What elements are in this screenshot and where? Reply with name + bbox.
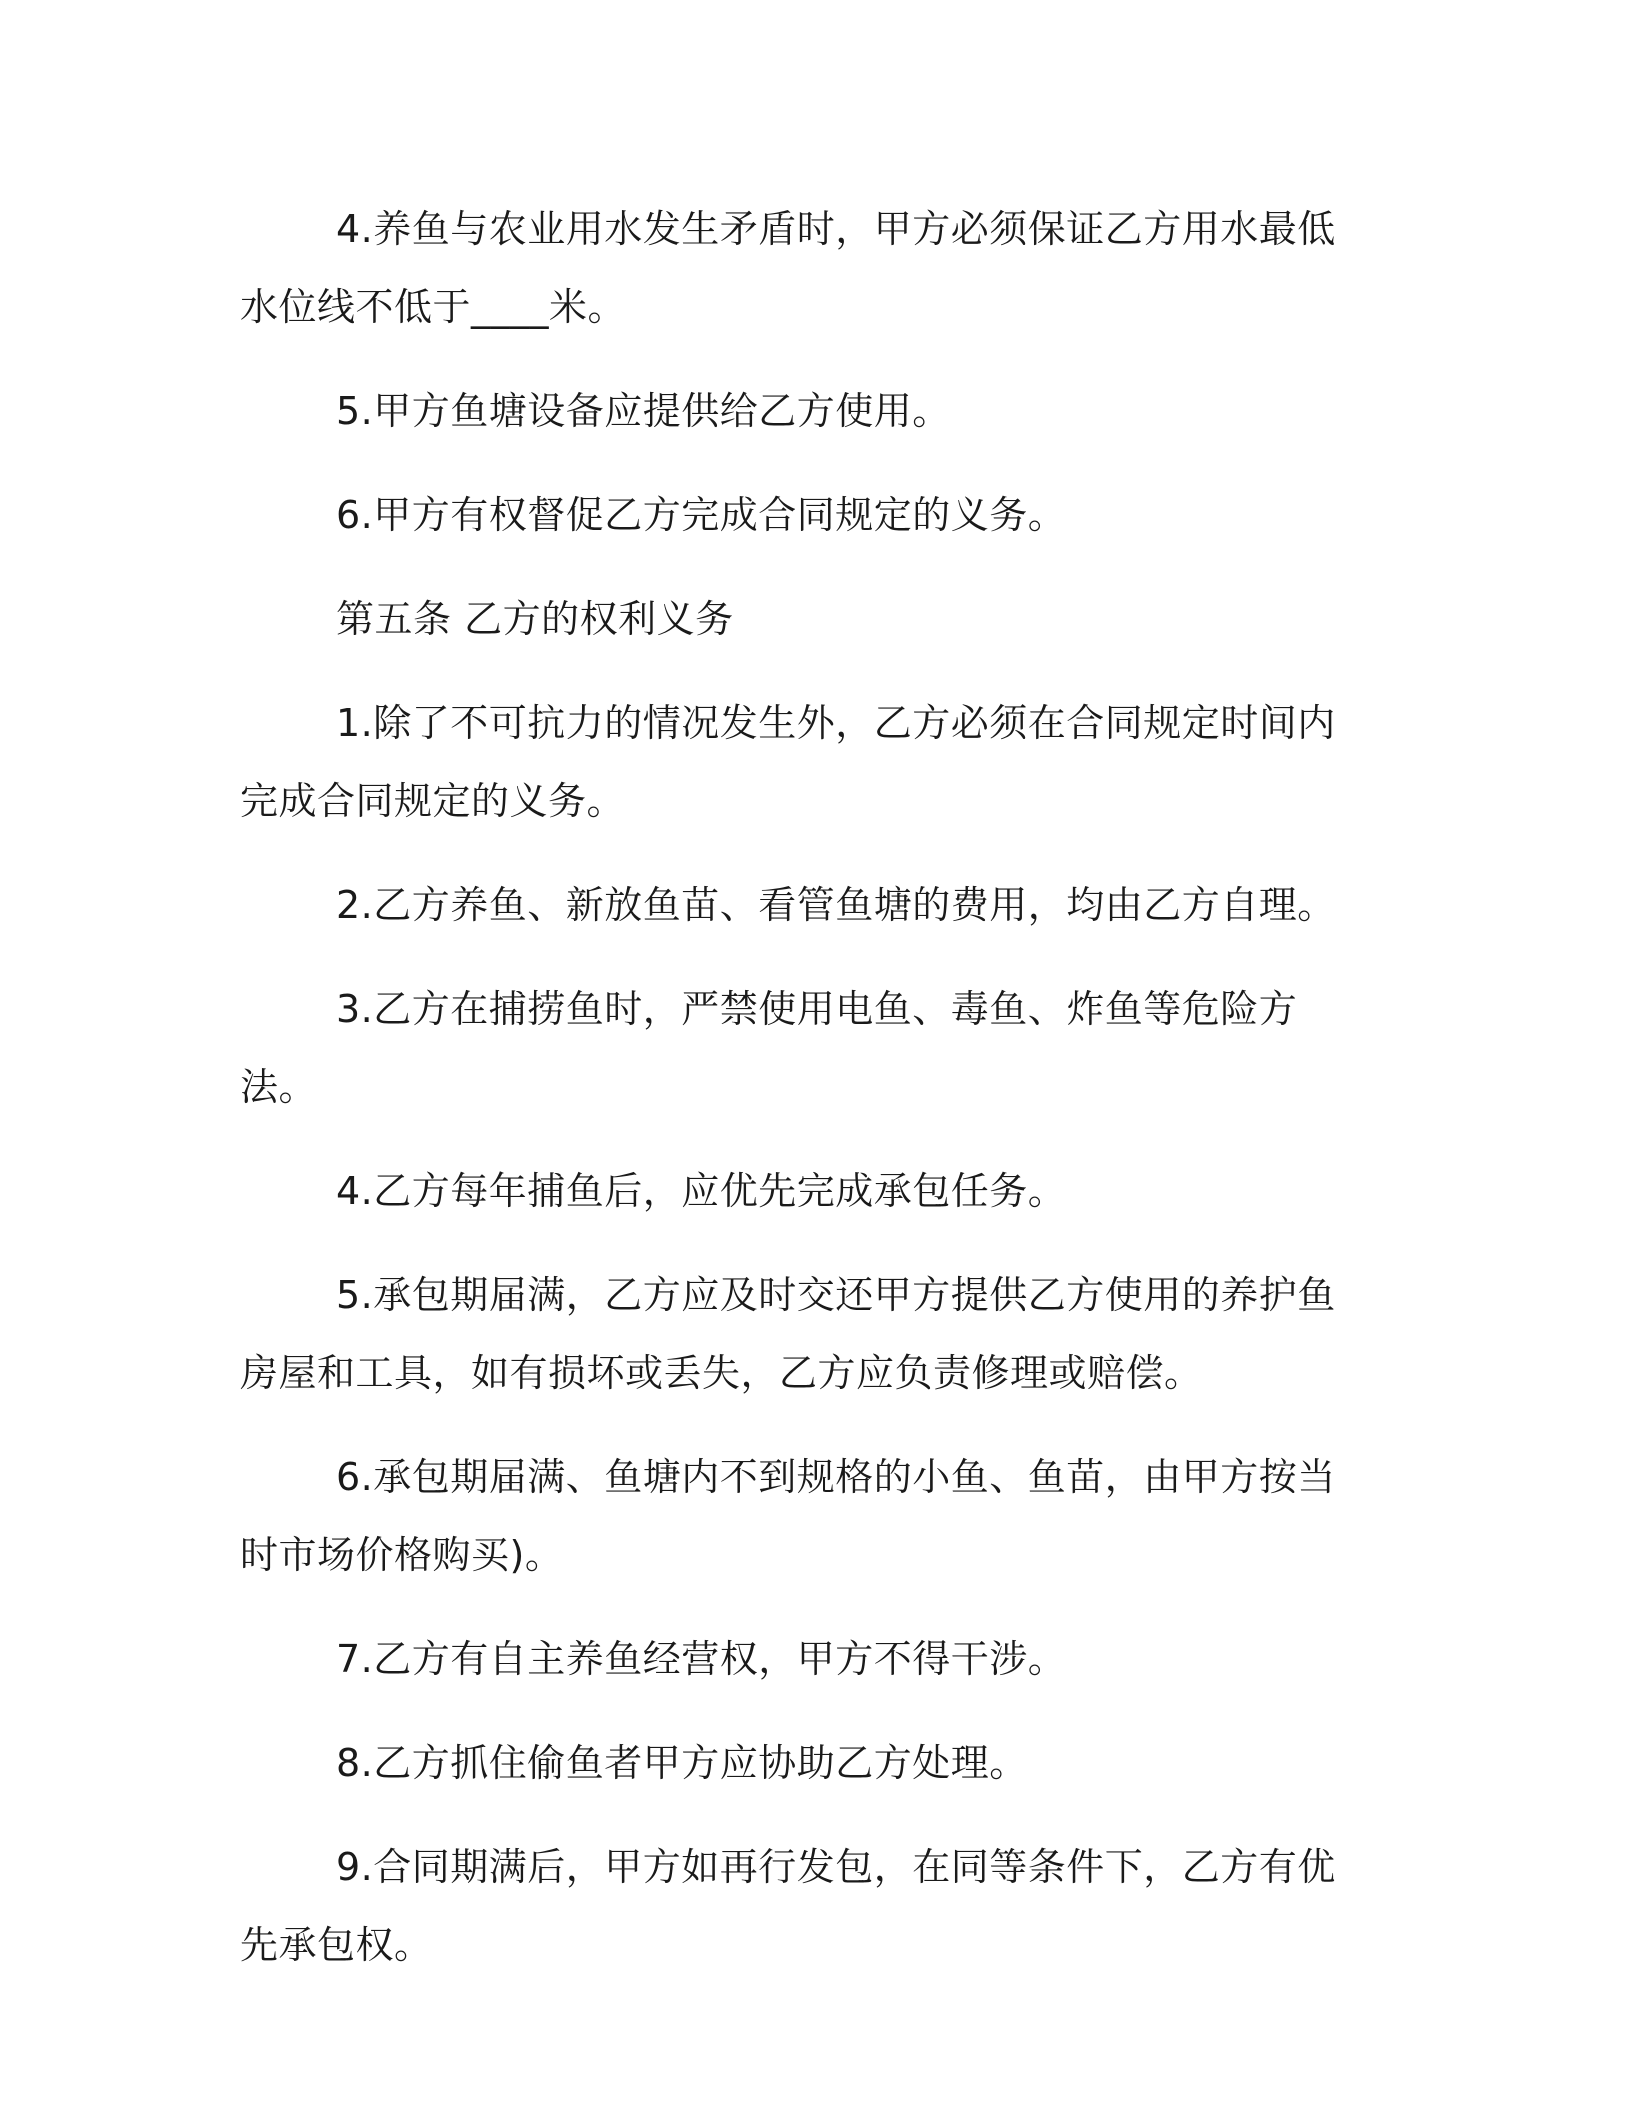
clause-paragraph: 5.甲方鱼塘设备应提供给乙方使用。 [336,389,951,433]
clause-paragraph: 4.乙方每年捕鱼后，应优先完成承包任务。 [336,1169,1067,1213]
clause-paragraph: 6.承包期届满、鱼塘内不到规格的小鱼、鱼苗，由甲方按当时市场价格购买)。 [240,1455,1336,1577]
document-page [240,190,1370,2010]
clause-paragraph: 2.乙方养鱼、新放鱼苗、看管鱼塘的费用，均由乙方自理。 [336,883,1336,927]
clause-paragraph: 6.甲方有权督促乙方完成合同规定的义务。 [336,493,1067,537]
section-heading: 第五条 乙方的权利义务 [336,597,734,641]
clause-paragraph: 5.承包期届满，乙方应及时交还甲方提供乙方使用的养护鱼房屋和工具，如有损坏或丢失，乙方应负责修理或赔偿。 [240,1273,1336,1395]
clause-paragraph: 8.乙方抓住偷鱼者甲方应协助乙方处理。 [336,1741,1028,1785]
clause-paragraph: 4.养鱼与农业用水发生矛盾时，甲方必须保证乙方用水最低水位线不低于____米。 [240,207,1336,329]
clause-paragraph: 1.除了不可抗力的情况发生外，乙方必须在合同规定时间内完成合同规定的义务。 [240,701,1336,823]
clause-paragraph: 3.乙方在捕捞鱼时，严禁使用电鱼、毒鱼、炸鱼等危险方法。 [240,987,1298,1109]
clause-paragraph: 9.合同期满后，甲方如再行发包，在同等条件下，乙方有优先承包权。 [240,1845,1336,1967]
clause-paragraph: 7.乙方有自主养鱼经营权，甲方不得干涉。 [336,1637,1067,1681]
